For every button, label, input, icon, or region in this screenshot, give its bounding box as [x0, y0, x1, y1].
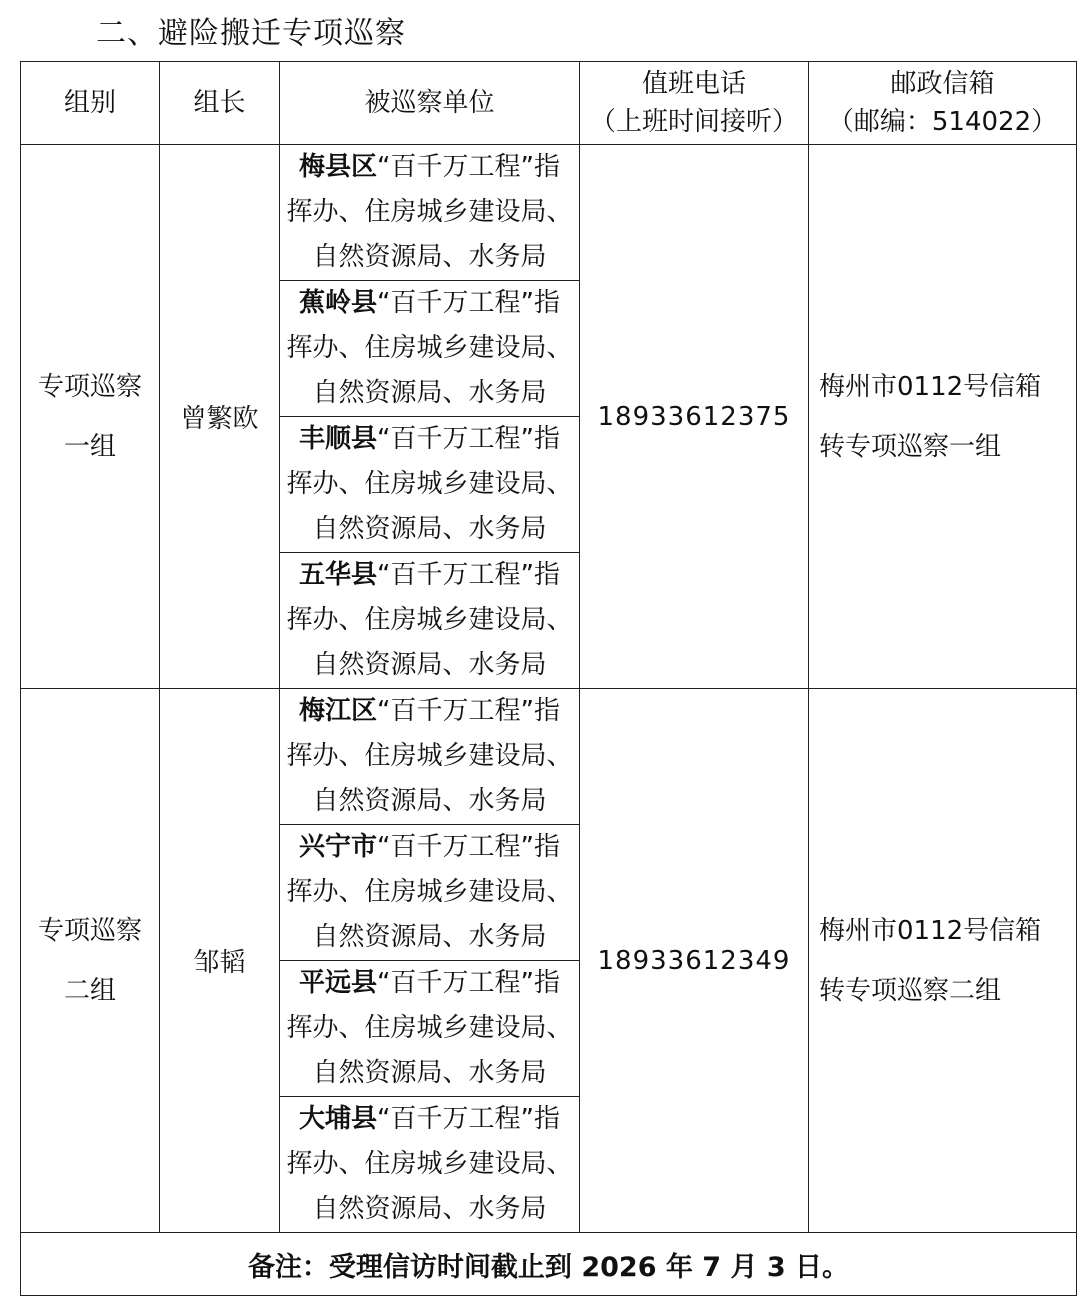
- inspected-unit: [280, 689, 580, 825]
- header-phone: [580, 62, 809, 145]
- unit-text-a: “百千万工程”指: [377, 560, 560, 590]
- unit-text-a: “百千万工程”指: [377, 968, 560, 998]
- unit-text-b: 挥办、住房城乡建设局、: [286, 197, 573, 227]
- duty-phone: 18933612375: [580, 145, 809, 689]
- mailbox-line2: 转专项巡察一组: [819, 431, 1002, 462]
- unit-county: 丰顺县: [299, 424, 378, 454]
- table-row: [21, 145, 1077, 281]
- unit-text-b: 挥办、住房城乡建设局、: [286, 469, 573, 499]
- inspected-unit: [280, 1097, 580, 1233]
- unit-text-b: 挥办、住房城乡建设局、: [286, 877, 573, 907]
- unit-text-b: 挥办、住房城乡建设局、: [286, 605, 573, 635]
- group-name-line1: 专项巡察: [37, 371, 142, 402]
- table-row: [21, 689, 1077, 825]
- inspected-unit: [280, 553, 580, 689]
- unit-county: 平远县: [299, 968, 378, 998]
- inspected-unit: [280, 281, 580, 417]
- unit-text-c: 自然资源局、水务局: [312, 242, 547, 272]
- unit-text-a: “百千万工程”指: [377, 152, 560, 182]
- header-units: 被巡察单位: [280, 62, 580, 145]
- unit-text-a: “百千万工程”指: [377, 424, 560, 454]
- unit-county: 五华县: [299, 560, 378, 590]
- unit-text-b: 挥办、住房城乡建设局、: [286, 1149, 573, 1179]
- unit-text-c: 自然资源局、水务局: [312, 922, 547, 952]
- unit-text-a: “百千万工程”指: [377, 696, 560, 726]
- header-mailbox: [809, 62, 1077, 145]
- unit-county: 大埔县: [299, 1104, 378, 1134]
- header-group: 组别: [21, 62, 160, 145]
- inspection-table: [20, 61, 1077, 1296]
- group-leader: 曾繁欧: [160, 145, 280, 689]
- unit-text-a: “百千万工程”指: [377, 832, 560, 862]
- unit-text-c: 自然资源局、水务局: [312, 1058, 547, 1088]
- inspected-unit: [280, 145, 580, 281]
- note-text: 备注：受理信访时间截止到 2026 年 7 月 3 日。: [21, 1233, 1077, 1296]
- group-leader: 邹韬: [160, 689, 280, 1233]
- unit-text-c: 自然资源局、水务局: [312, 650, 547, 680]
- unit-text-c: 自然资源局、水务局: [312, 786, 547, 816]
- unit-text-b: 挥办、住房城乡建设局、: [286, 741, 573, 771]
- table-header-row: [21, 62, 1077, 145]
- unit-text-a: “百千万工程”指: [377, 1104, 560, 1134]
- postal-mailbox: [809, 689, 1077, 1233]
- inspected-unit: [280, 961, 580, 1097]
- header-mailbox-line2: （邮编：514022）: [827, 107, 1058, 137]
- unit-text-b: 挥办、住房城乡建设局、: [286, 1013, 573, 1043]
- group-name-line2: 一组: [63, 431, 116, 462]
- unit-county: 兴宁市: [299, 832, 378, 862]
- unit-text-c: 自然资源局、水务局: [312, 1194, 547, 1224]
- group-name-cell: [21, 689, 160, 1233]
- group-name-line2: 二组: [63, 975, 116, 1006]
- unit-text-c: 自然资源局、水务局: [312, 378, 547, 408]
- mailbox-line1: 梅州市0112号信箱: [819, 915, 1042, 946]
- note-row: [21, 1233, 1077, 1296]
- unit-county: 蕉岭县: [299, 288, 378, 318]
- header-mailbox-line1: 邮政信箱: [890, 69, 995, 99]
- group-name-line1: 专项巡察: [37, 915, 142, 946]
- mailbox-line1: 梅州市0112号信箱: [819, 371, 1042, 402]
- unit-text-b: 挥办、住房城乡建设局、: [286, 333, 573, 363]
- inspected-unit: [280, 825, 580, 961]
- header-leader: 组长: [160, 62, 280, 145]
- postal-mailbox: [809, 145, 1077, 689]
- unit-county: 梅江区: [299, 696, 378, 726]
- header-phone-line2: （上班时间接听）: [589, 107, 798, 137]
- duty-phone: 18933612349: [580, 689, 809, 1233]
- unit-text-c: 自然资源局、水务局: [312, 514, 547, 544]
- unit-county: 梅县区: [299, 152, 378, 182]
- group-name-cell: [21, 145, 160, 689]
- mailbox-line2: 转专项巡察二组: [819, 975, 1002, 1006]
- header-phone-line1: 值班电话: [641, 69, 746, 99]
- inspected-unit: [280, 417, 580, 553]
- section-heading: 二、避险搬迁专项巡察: [96, 16, 406, 51]
- unit-text-a: “百千万工程”指: [377, 288, 560, 318]
